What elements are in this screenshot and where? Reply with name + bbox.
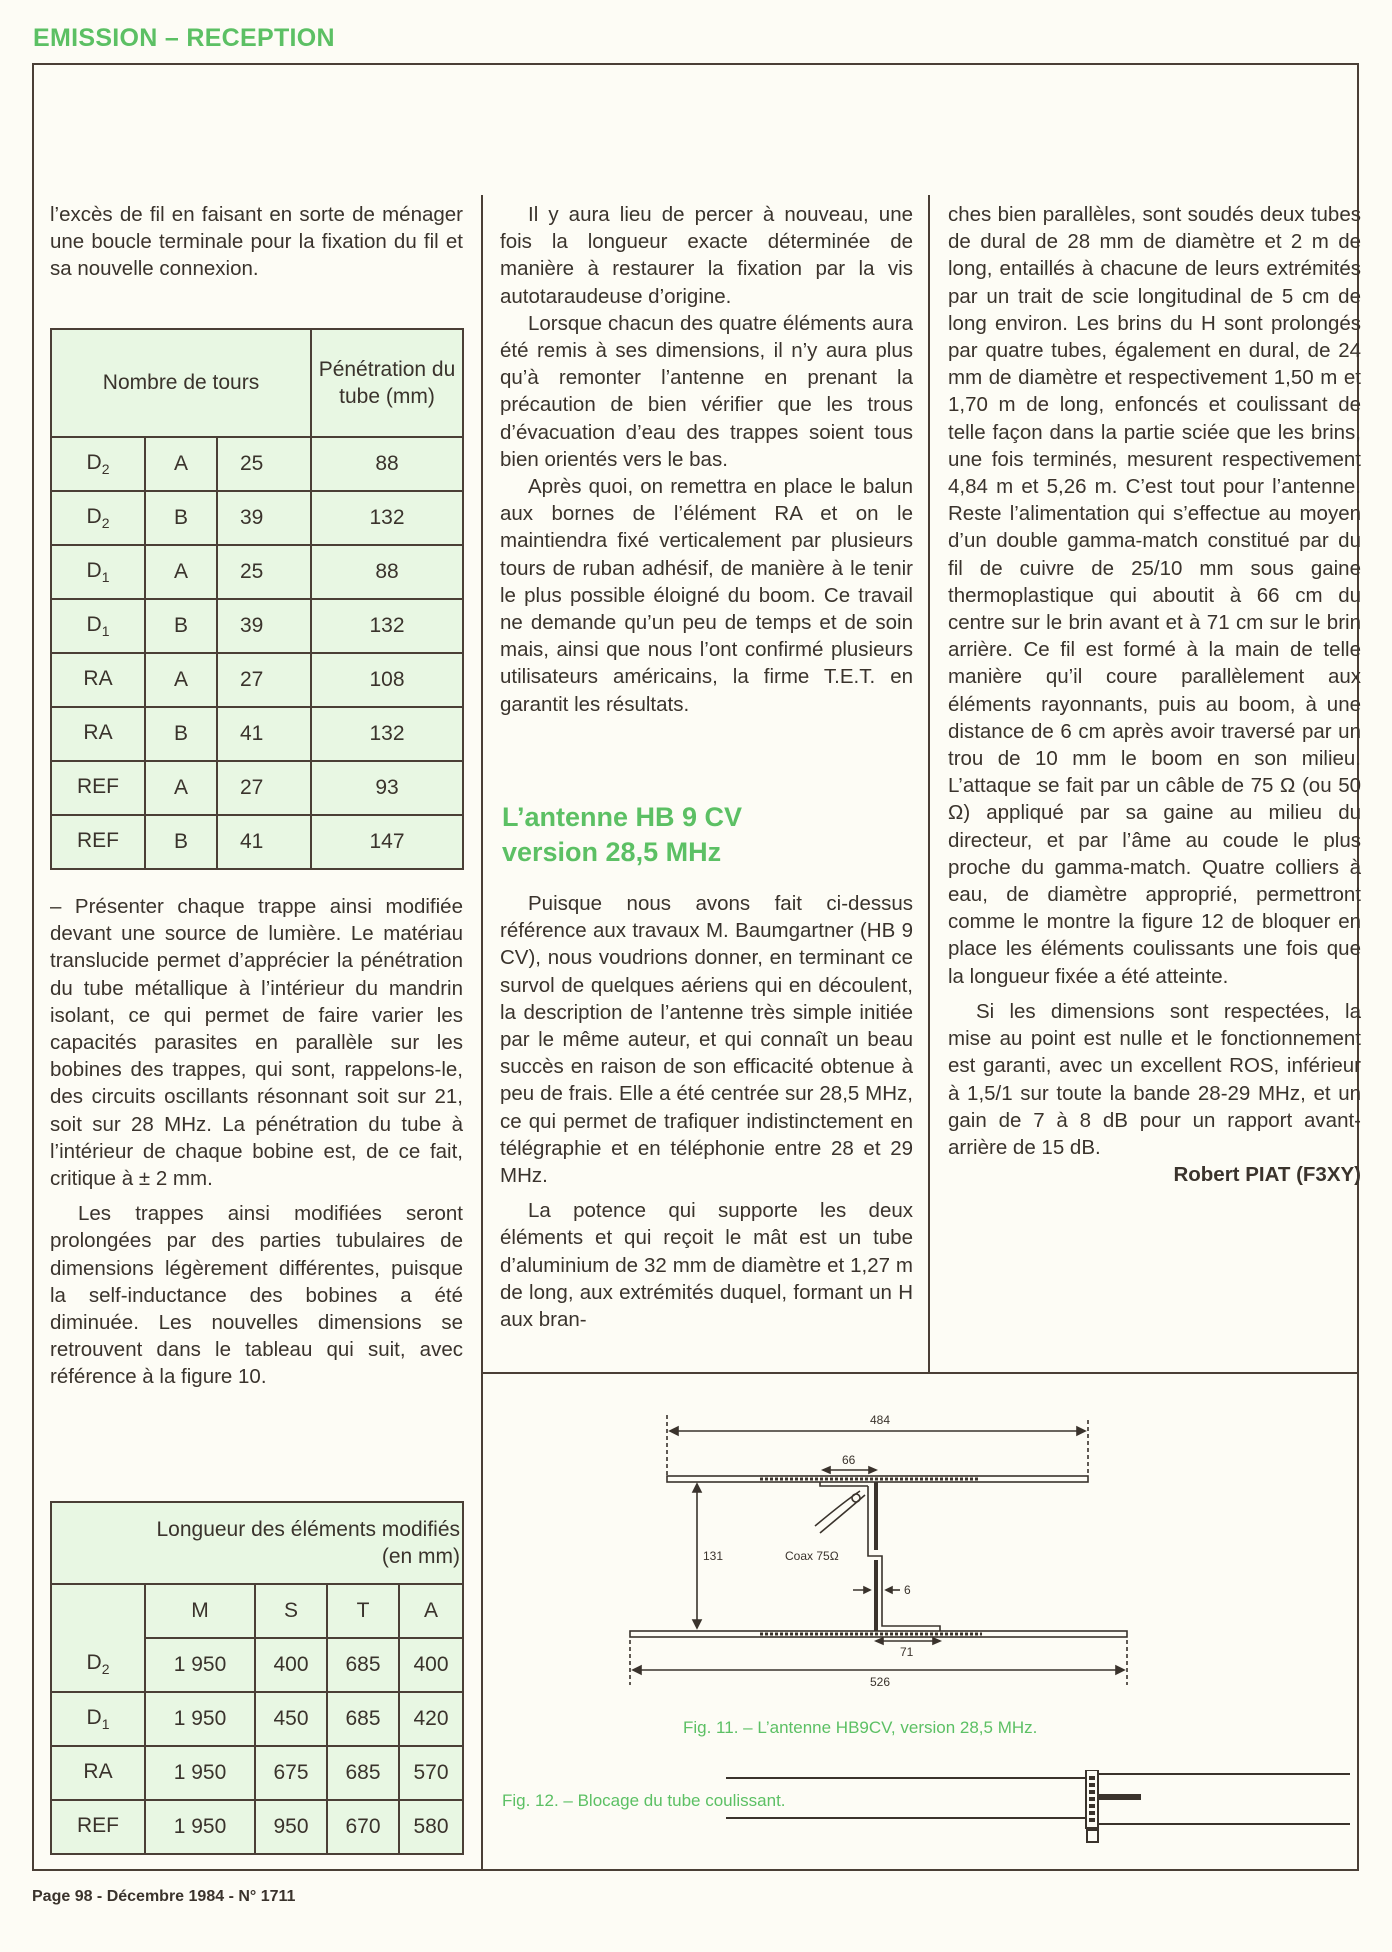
column-header: T xyxy=(327,1584,399,1638)
author-signature: Robert PIAT (F3XY) xyxy=(1173,1163,1361,1187)
dim-66: 66 xyxy=(842,1453,856,1467)
paragraph: l’excès de fil en faisant en sorte de ménager une boucle terminale pour la fixation du fil et sa nouvelle connexion. xyxy=(50,203,463,281)
figure-11-antenna-diagram xyxy=(620,1400,1240,1700)
coax-label: Coax 75Ω xyxy=(785,1549,839,1563)
header-penetration: Pénétration du tube (mm) xyxy=(311,329,463,437)
column-divider-2 xyxy=(928,195,930,1372)
column-2 xyxy=(500,201,913,718)
dim-71: 71 xyxy=(900,1645,914,1659)
paragraph: Puisque nous avons fait ci-dessus référence aux travaux M. Baumgartner (HB 9 CV), nous voudrions donner, en terminant ce survol de quelques aériens qui en découlent, la description de l’antenne très simple initiée par le même auteur, et qui connaît un beau succès en raison de son efficacité obtenue à peu de frais. Elle a été centrée sur 28,5 MHz, ce qui permet de trafiquer indistinctement en télégraphie et en téléphonie entre 28 et 29 MHz. xyxy=(500,892,913,1188)
column-divider-1 xyxy=(481,195,483,1372)
figure-divider xyxy=(481,1372,1359,1374)
paragraph: La potence qui supporte les deux éléments et qui reçoit le mât est un tube d’aluminium de 32 mm de diamètre et 1,27 m de long, aux extrémités duquel, formant un H aux bran- xyxy=(500,1199,913,1332)
column-1-continued xyxy=(50,893,463,1391)
figure-12-clamp-diagram xyxy=(720,1770,1360,1850)
paragraph: Si les dimensions sont respectées, la mise au point est nulle et le fonctionnement est garanti, avec un excellent ROS, inférieur à 1,5/1 sur toute la bande 28-29 MHz, et un gain de 7 à 8 dB pour un rapport avant-arrière de 15 dB. xyxy=(948,999,1361,1159)
section-rubric: EMISSION – RECEPTION xyxy=(33,24,335,52)
table-row: REF A 27 93 xyxy=(51,761,463,815)
paragraph: – Présenter chaque trappe ainsi modifiée devant une source de lumière. Le matériau translucide permet d’apprécier la pénétration du tube métallique à l’intérieur du mandrin isolant, ce qui permet de faire varier les capacités parasites en parallèle sur les bobines des trappes, qui sont, rappelons-le, des circuits oscillants résonnant soit sur 21, soit sur 28 MHz. La pénétration du tube à l’intérieur de chaque bobine est, de ce fait, critique à ± 2 mm. xyxy=(50,895,463,1191)
table-row: $D_2$ B 39 132 xyxy=(51,491,463,545)
column-2-continued xyxy=(500,890,913,1333)
paragraph: ches bien parallèles, sont soudés deux tubes de dural de 28 mm de diamètre et 2 m de long, entaillés à chacune de leurs extrémités par un trait de scie longitudinal de 5 cm de long environ. Les brins du H sont prolongés par quatre tubes, également en dural, de 24 mm de diamètre et respectivement 1,50 m et 1,70 m de long, enfoncés et coulissant de telle façon dans la partie sciée que les brins, une fois terminés, mesurent respectivement 4,84 m et 5,26 m. C’est tout pour l’antenne. Reste l’alimentation qui s’effectue au moyen d’un double gamma-match constitué par du fil de cuivre de 25/10 mm sous gaine thermoplastique qui aboutit à 66 cm du centre sur le brin avant et à 71 cm sur le brin arrière. Ce fil est formé à la main de telle manière qu’il coure parallèlement aux éléments rayonnants, puis au boom, à une distance de 6 cm après avoir traversé par un trou de 10 mm le boom en son milieu. L’attaque se fait par un câble de 75 Ω (ou 50 Ω) appliqué par sa gaine au milieu du directeur, et par l’âme au coude le plus proche du gamma-match. Quatre colliers à eau, de diamètre approprié, permettront comme le montre la figure 12 de bloquer en place les éléments coulissants une fois que la longueur fixée a été atteinte. xyxy=(948,203,1361,988)
paragraph: Les trappes ainsi modifiées seront prolongées par des parties tubulaires de dimensions légèrement différentes, puisque la self-inductance des bobines a été diminuée. Les nouvelles dimensions se retrouvent dans le tableau qui suit, avec référence à la figure 10. xyxy=(50,1202,463,1389)
paragraph: Après quoi, on remettra en place le balun aux bornes de l’élément RA et on le maintiendra fixé verticalement par plusieurs tours de ruban adhésif, de manière à le tenir le plus possible éloigné du boom. Ce travail ne demande qu’un peu de temps et de soin mais, ainsi que nous l’ont confirmé plusieurs utilisateurs américains, la firme T.E.T. en garantit les résultats. xyxy=(500,475,913,716)
table-row: $D_1$ B 39 132 xyxy=(51,599,463,653)
table-row: $D_1$ A 25 88 xyxy=(51,545,463,599)
dim-6: 6 xyxy=(904,1583,911,1597)
table-row: REF B 41 147 xyxy=(51,815,463,869)
dim-131: 131 xyxy=(703,1549,724,1563)
turns-table xyxy=(50,328,464,870)
column-1 xyxy=(50,201,463,283)
lengths-table xyxy=(50,1501,464,1855)
paragraph: Il y aura lieu de percer à nouveau, une fois la longueur exacte déterminée de manière à restaurer la fixation par la vis autotaraudeuse d’origine. xyxy=(500,203,913,308)
table-caption: Longueur des éléments modifiés (en mm) xyxy=(51,1502,463,1584)
table-row: RA A 27 108 xyxy=(51,653,463,707)
figure-11-caption: Fig. 11. – L’antenne HB9CV, version 28,5 MHz. xyxy=(683,1718,1038,1737)
dim-526: 526 xyxy=(870,1675,891,1689)
table-row: $D_2$ A 25 88 xyxy=(51,437,463,491)
figure-left-rule xyxy=(481,1372,483,1871)
header-turns: Nombre de tours xyxy=(51,329,311,437)
dim-484: 484 xyxy=(870,1413,891,1427)
page-footer: Page 98 - Décembre 1984 - N° 1711 xyxy=(32,1888,296,1905)
column-header: S xyxy=(255,1584,327,1638)
table-row: REF 1 950 950 670 580 xyxy=(51,1800,463,1854)
section-heading: L’antenne HB 9 CV version 28,5 MHz xyxy=(502,802,743,867)
table-row: $D_2$ 1 950 400 685 400 xyxy=(51,1638,463,1692)
column-3 xyxy=(948,201,1361,1188)
table-row: RA 1 950 675 685 570 xyxy=(51,1746,463,1800)
column-header: A xyxy=(399,1584,463,1638)
column-header: M xyxy=(145,1584,255,1638)
table-row: $D_1$ 1 950 450 685 420 xyxy=(51,1692,463,1746)
table-row: RA B 41 132 xyxy=(51,707,463,761)
paragraph: Lorsque chacun des quatre éléments aura été remis à ses dimensions, il n’y aura plus qu’à remonter l’antenne en prenant la précaution de bien vérifier que les trous d’évacuation d’eau des trappes soient tous bien orientés vers le bas. xyxy=(500,311,913,471)
figure-12-caption: Fig. 12. – Blocage du tube coulissant. xyxy=(502,1791,786,1810)
